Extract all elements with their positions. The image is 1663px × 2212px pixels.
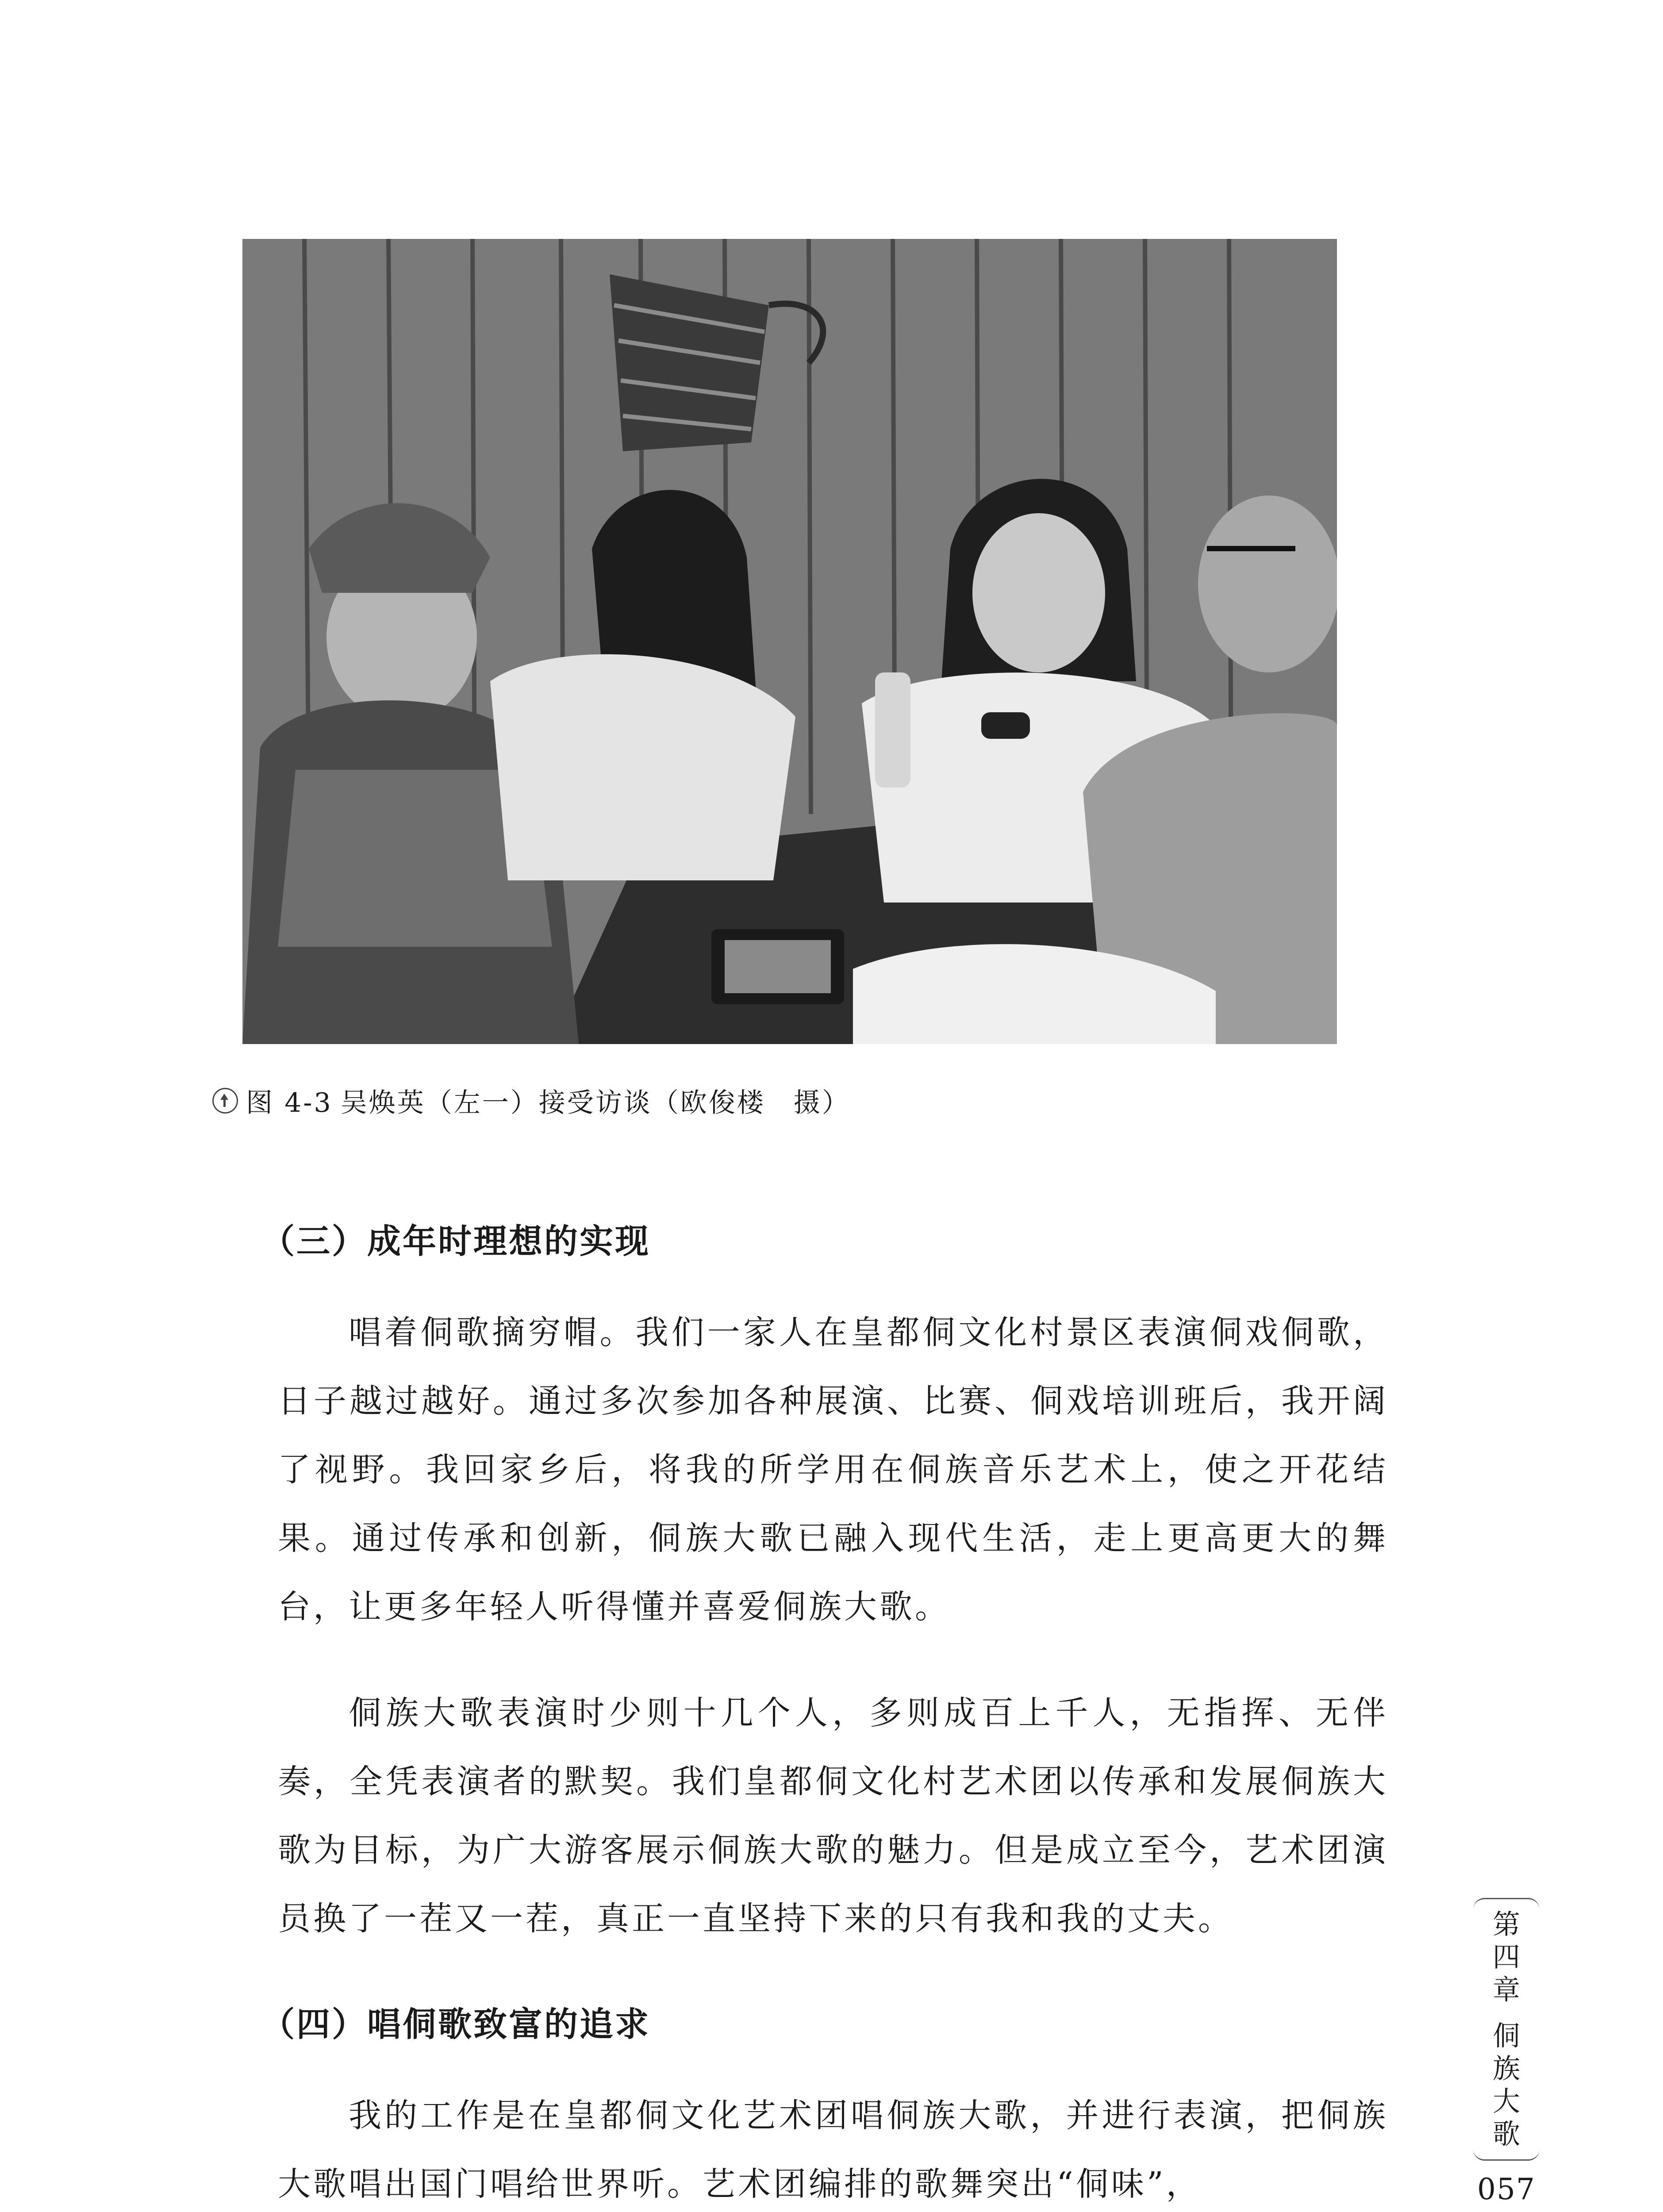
chapter-char: 章	[1492, 1974, 1520, 2006]
figure-caption-text: 吴焕英（左一）接受访谈（欧俊楼 摄）	[340, 1087, 850, 1118]
body-paragraph: 我的工作是在皇都侗文化艺术团唱侗族大歌，并进行表演，把侗族大歌唱出国门唱给世界听。艺术团编排的歌舞突出“侗味”，	[278, 2097, 1388, 2203]
chapter-label-box	[1473, 1898, 1540, 2161]
chapter-sidebar	[1473, 1898, 1540, 2212]
chapter-char: 大	[1492, 2085, 1520, 2117]
chapter-char: 歌	[1492, 2118, 1520, 2150]
figure-caption	[212, 1082, 850, 1120]
body-paragraph: 唱着侗歌摘穷帽。我们一家人在皇都侗文化村景区表演侗戏侗歌，日子越过越好。通过多次参加各种展演、比赛、侗戏培训班后，我开阔了视野。我回家乡后，将我的所学用在侗族音乐艺术上，使之开花结果。通过传承和创新，侗族大歌已融入现代生活，走上更高更大的舞台，让更多年轻人听得懂并喜爱侗族大歌。	[278, 1313, 1388, 1626]
photo-illustration	[242, 239, 1337, 1044]
page-number: 057	[1477, 2172, 1536, 2206]
chapter-char: 族	[1492, 2052, 1520, 2085]
section-heading-3: （三）成年时理想的实现	[261, 1221, 650, 1261]
interview-photo	[242, 239, 1337, 1044]
arrow-up-circle-icon	[212, 1088, 238, 1114]
body-paragraph: 侗族大歌表演时少则十几个人，多则成百上千人，无指挥、无伴奏，全凭表演者的默契。我们皇都侗文化村艺术团以传承和发展侗族大歌为目标，为广大游客展示侗族大歌的魅力。但是成立至今，艺术团演员换了一茬又一茬，真正一直坚持下来的只有我和我的丈夫。	[278, 1694, 1388, 1938]
section-heading-4: （四）唱侗歌致富的追求	[261, 2005, 650, 2044]
figure-caption-label: 图 4-3	[246, 1087, 333, 1118]
chapter-char: 四	[1492, 1941, 1520, 1973]
chapter-char: 侗	[1492, 2020, 1520, 2052]
chapter-char: 第	[1492, 1908, 1520, 1940]
